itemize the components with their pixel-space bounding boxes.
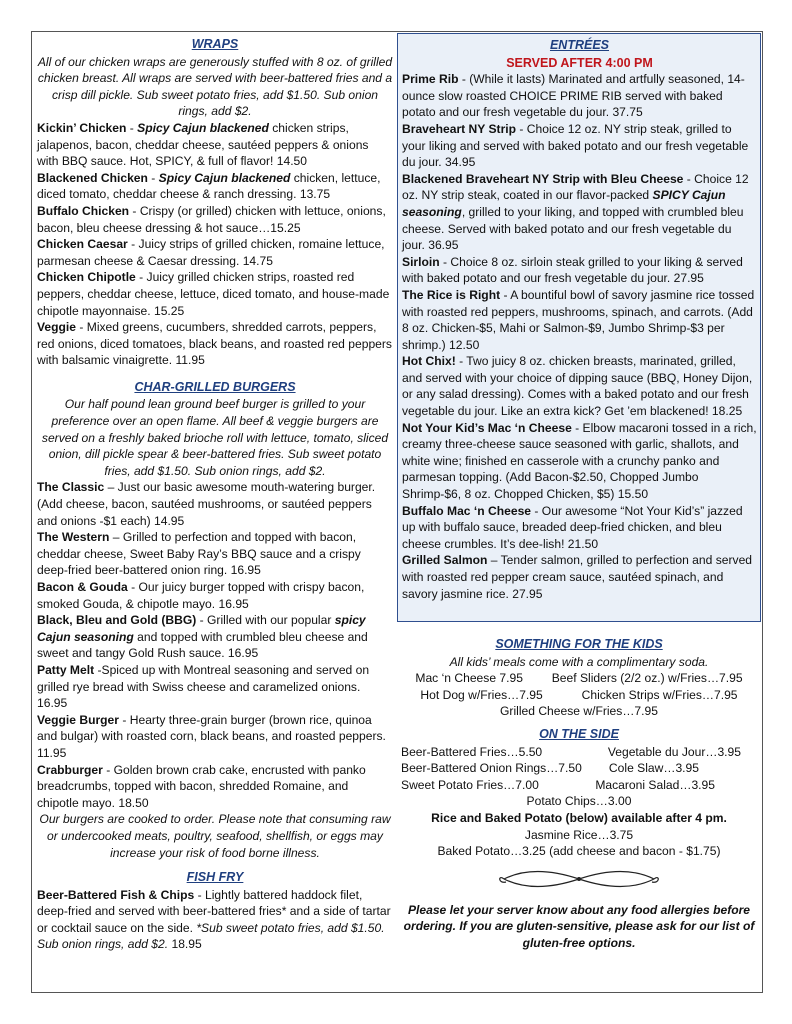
entrees-subtitle: SERVED AFTER 4:00 PM: [506, 55, 653, 70]
menu-item: Prime Rib - (While it lasts) Marinated and artfully seasoned, 14-ounce slow roasted CHOICE PRIME RIB served with baked potato and our fresh vegetable du jour. 37.75: [402, 72, 745, 120]
right-lower-column: [401, 636, 757, 952]
menu-item: Buffalo Chicken - Crispy (or grilled) chicken with lettuce, onions, bacon, bleu cheese dressing & hot sauce…15.25: [37, 203, 386, 235]
kids-title: SOMETHING FOR THE KIDS: [495, 637, 663, 651]
menu-item: Hot Chix! - Two juicy 8 oz. chicken breasts, marinated, grilled, and served with your choice of dipping sauce (BBQ, Honey Dijon, or any salad dressing). Comes with a baked potato and our fresh vegetable du jour. Like an extra kick? Get ’em blackened! 18.25: [402, 354, 753, 419]
kids-row: Grilled Cheese w/Fries…7.95: [500, 704, 658, 719]
sides-title: ON THE SIDE: [539, 726, 619, 741]
wraps-title: WRAPS: [191, 37, 239, 51]
fish-title: FISH FRY: [186, 870, 244, 885]
allergy-note: Please let your server know about any food allergies before ordering. If you are gluten-sensitive, please ask for our list of gluten-free options.: [403, 902, 755, 950]
menu-item: Sirloin - Choice 8 oz. sirloin steak grilled to your liking & served with baked potato and our fresh vegetable du jour. 27.95: [402, 254, 743, 286]
menu-item: Blackened Chicken - Spicy Cajun blackened chicken, lettuce, diced tomato, cheddar cheese & ranch dressing. 13.75: [37, 170, 381, 202]
ornament-divider: [401, 864, 757, 894]
menu-item: Patty Melt -Spiced up with Montreal seasoning and served on grilled rye bread with Swiss cheese and caramelized onions. 16.95: [37, 662, 370, 711]
menu-item: Braveheart NY Strip - Choice 12 oz. NY strip steak, grilled to your liking and served with baked potato and our fresh vegetable du jour. 34.95: [402, 121, 749, 170]
kids-row: Mac ‘n Cheese 7.95 Beef Sliders (2/2 oz.) w/Fries…7.95: [415, 671, 743, 686]
menu-item: Kickin’ Chicken - Spicy Cajun blackened chicken strips, jalapenos, bacon, cheddar cheese, sautéed peppers & onions with BBQ sauce. Hot, SPICY, & full of flavor! 14.50: [37, 120, 369, 169]
menu-item: Veggie Burger - Hearty three-grain burger (brown rice, quinoa and bulgar) with roasted corn, black beans, and roasted peppers. 11.95: [37, 712, 386, 760]
sides-row: Potato Chips…3.00: [526, 794, 632, 809]
menu-item: Crabburger - Golden brown crab cake, encrusted with panko breadcrumbs, topped with bacon, shredded Romaine, and chipotle mayo. 18.50: [37, 762, 366, 810]
wraps-intro: All of our chicken wraps are generously stuffed with 8 oz. of grilled chicken breast. All wraps are served with beer-battered fries and a crisp dill pickle. Sub sweet potato fries, add $1.50. Sub onion rings, add $2.: [37, 54, 393, 119]
kids-intro: All kids’ meals come with a complimentary soda.: [449, 654, 709, 669]
menu-item: The Western – Grilled to perfection and topped with bacon, cheddar cheese, Sweet Baby Ray’s BBQ sauce and a crispy deep-fried beer-battered onion ring. 16.95: [37, 530, 361, 578]
menu-item: Bacon & Gouda - Our juicy burger topped with crispy bacon, smoked Gouda, & chipotle mayo. 16.95: [37, 580, 365, 611]
burgers-intro: Our half pound lean ground beef burger is grilled to your preference over an open flame. All beef & veggie burgers are served on a freshly baked brioche roll with lettuce, tomato, sliced onion, dill pickle spear & beer-battered fries. Sub sweet potato fries, add $1.50. Sub onion rings, add $2.: [41, 397, 389, 478]
entrees-title: ENTRÉES: [549, 38, 610, 52]
menu-item: Chicken Chipotle - Juicy grilled chicken strips, roasted red peppers, cheddar cheese, lettuce, diced tomato, and house-made chipotle mayonnaise. 15.25: [37, 270, 390, 318]
sides-row: Baked Potato…3.25 (add cheese and bacon - $1.75): [437, 844, 721, 859]
menu-item: Blackened Braveheart NY Strip with Bleu Cheese - Choice 12 oz. NY strip steak, coated in our flavor-packed SPICY Cajun seasoning, grilled to your liking, and topped with crumbled bleu cheese. Served with baked potato and our fresh vegetable du jour. 36.95: [402, 171, 749, 253]
burgers-outro: Our burgers are cooked to order. Please note that consuming raw or undercooked meats, poultry, seafood, shellfish, or eggs may increase your risk of food borne illness.: [39, 812, 391, 860]
menu-item: The Rice is Right - A bountiful bowl of savory jasmine rice tossed with roasted red peppers, mushrooms, spinach, and carrots. (Add 8 oz. Chicken-$5, Mahi or Salmon-$9, Jumbo Shrimp-$3 per shrimp.) 12.50: [402, 287, 755, 352]
scroll-ornament-icon: [494, 864, 664, 894]
sides-row: Sweet Potato Fries…7.00 Macaroni Salad…3.95: [401, 777, 715, 792]
menu-item: Black, Bleu and Gold (BBG) - Grilled with our popular spicy Cajun seasoning and topped with crumbled bleu cheese and sweet and tangy Gold Rush sauce. 16.95: [37, 613, 368, 661]
menu-item: Beer-Battered Fish & Chips - Lightly battered haddock filet, deep-fried and served with beer-battered fries* and a side of tartar or cocktail sauce on the side. *Sub sweet potato fries, add $1.50. Sub onion rings, add $2. 18.95: [37, 887, 391, 952]
menu-item: Grilled Salmon – Tender salmon, grilled to perfection and served with roasted red pepper cream sauce, sautéed spinach, and savory jasmine rice. 27.95: [402, 553, 753, 601]
sides-row: Rice and Baked Potato (below) available after 4 pm.: [431, 810, 727, 825]
menu-item: The Classic – Just our basic awesome mouth-watering burger. (Add cheese, bacon, sautéed mushrooms, or sautéed peppers and onions -$1 each) 14.95: [37, 480, 376, 528]
kids-row: Hot Dog w/Fries…7.95 Chicken Strips w/Fries…7.95: [420, 687, 738, 702]
menu-item: Veggie - Mixed greens, cucumbers, shredded carrots, peppers, red onions, diced tomatoes, black beans, and roasted red peppers with balsamic vinaigrette. 11.95: [37, 320, 392, 368]
burgers-title: CHAR-GRILLED BURGERS: [134, 379, 296, 394]
sides-row: Beer-Battered Fries…5.50 Vegetable du Jour…3.95: [401, 744, 741, 759]
sides-row: Beer-Battered Onion Rings…7.50 Cole Slaw…3.95: [401, 761, 699, 776]
menu-item: Chicken Caesar - Juicy strips of grilled chicken, romaine lettuce, parmesan cheese & Caesar dressing. 14.75: [37, 237, 385, 268]
sides-row: Jasmine Rice…3.75: [524, 827, 634, 842]
menu-item: Buffalo Mac ‘n Cheese - Our awesome “Not Your Kid’s” jazzed up with buffalo sauce, breaded deep-fried chicken, and bleu cheese crumbles. It’s dee-lish! 21.50: [402, 503, 743, 551]
menu-item: Not Your Kid’s Mac ‘n Cheese - Elbow macaroni tossed in a rich, creamy three-cheese sauce seasoned with garlic, shallots, and white wine; finished en casserole with a crunchy panko and parmesan topping. (Add Bacon-$2.50, Chopped Jumbo Shrimp-$6, 8 oz. Chopped Chicken, $5) 15.50: [402, 420, 757, 502]
entrees-box: [397, 33, 761, 622]
left-column: [37, 36, 393, 953]
